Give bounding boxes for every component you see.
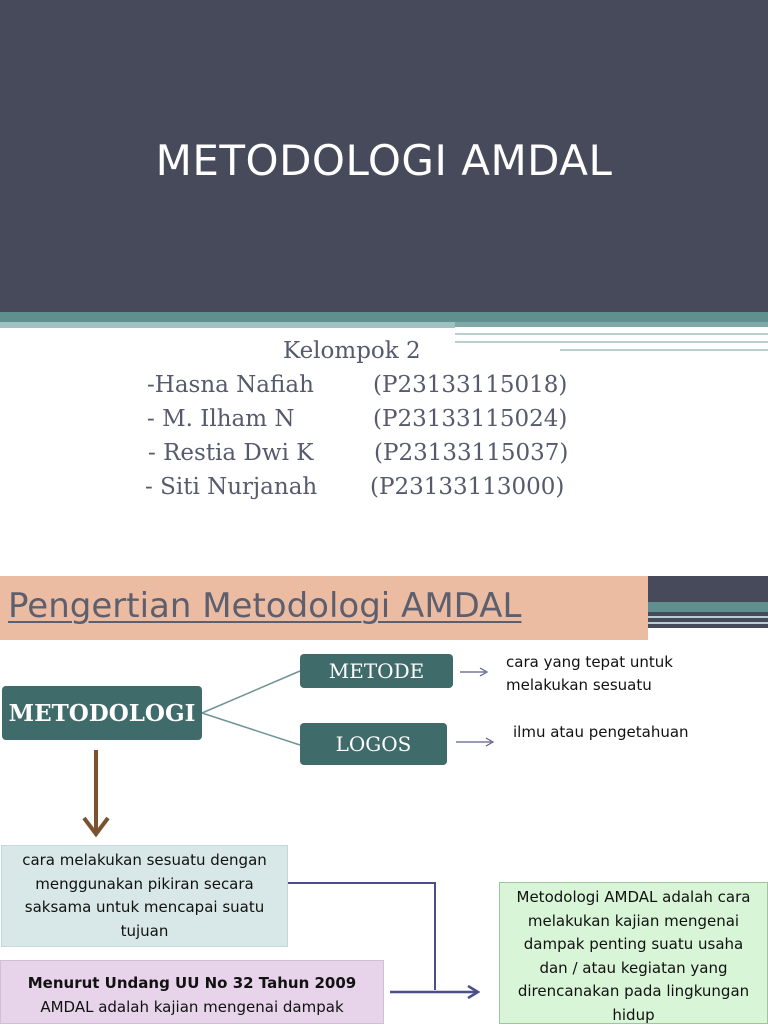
arrow-right-icon [390,986,478,998]
header-divider-stripe [0,312,768,322]
metodologi-definition-box: cara melakukan sesuatu dengan menggunakan pikiran secara saksama untuk mencapai suatu tujuan [1,845,288,947]
member-nim: (P23133115037) [374,440,569,466]
member-nim: (P23133113000) [370,474,565,500]
member-nim: (P23133115018) [373,372,568,398]
arrow-right-icon [460,668,487,676]
logos-box: LOGOS [300,723,447,765]
corner-decoration-stripe [648,602,768,612]
decorative-line [560,349,768,351]
connector-to-logos [202,713,300,745]
header-divider-light [0,322,455,328]
member-name: -Hasna Nafiah [147,372,314,398]
group-label: Kelompok 2 [283,338,421,364]
uu-heading: Menurut Undang UU No 32 Tahun 2009 [27,974,357,992]
member-row [0,406,768,436]
metode-box: METODE [300,654,453,688]
header-divider-accent [455,322,768,327]
decorative-line [455,333,768,335]
member-name: - Siti Nurjanah [145,474,318,500]
member-row [0,372,768,402]
uu-definition-box [0,960,384,1024]
member-row [0,474,768,504]
arrow-right-icon [456,738,493,746]
metode-definition: cara yang tepat untuk melakukan sesuatu [506,653,673,694]
section-title: Pengertian Metodologi AMDAL [8,586,522,626]
member-name: - Restia Dwi K [148,440,314,466]
logos-definition: ilmu atau pengetahuan [513,723,689,741]
member-name: - M. Ilham N [147,406,295,432]
uu-text: AMDAL adalah kajian mengenai dampak [40,997,344,1016]
arrow-down-icon [84,750,108,834]
slide-title: METODOLOGI AMDAL [155,136,613,185]
conclusion-box: Metodologi AMDAL adalah cara melakukan kajian mengenai dampak penting suatu usaha dan / atau kegiatan yang direncanakan pada lingkungan hidup [499,882,768,1024]
member-nim: (P23133115024) [373,406,568,432]
decorative-line [455,341,768,343]
corner-decoration-line [648,622,768,624]
metodologi-box: METODOLOGI [2,686,202,740]
corner-decoration-line [648,616,768,618]
connector-to-metode [202,671,300,713]
member-row [0,440,768,470]
